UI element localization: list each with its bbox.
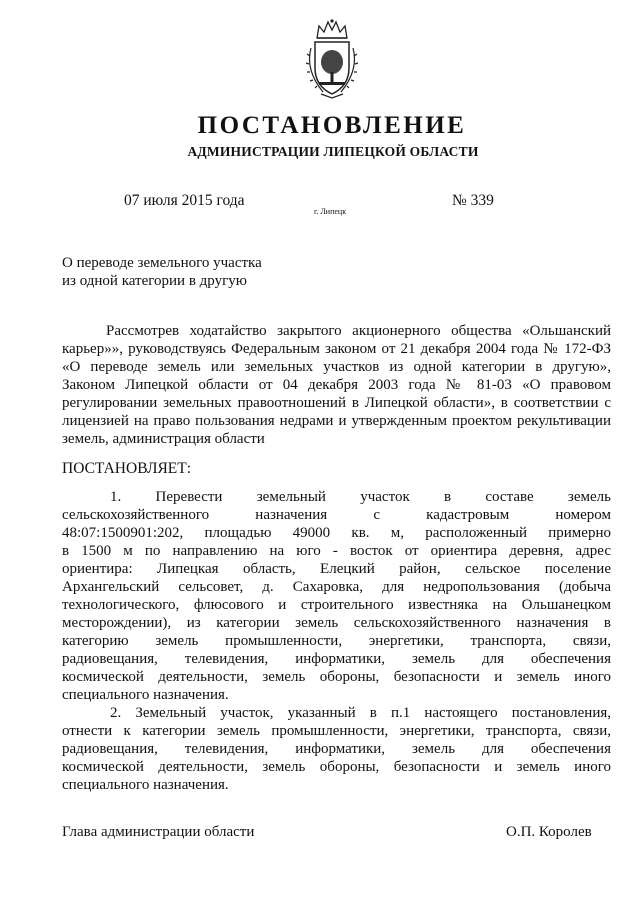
document-city: г. Липецк	[314, 207, 347, 216]
subject-line: из одной категории в другую	[62, 273, 247, 289]
item-1-line: сельскохозяйственного назначения с кадастровым номером	[62, 507, 611, 523]
signatory-name: О.П. Королев	[506, 824, 592, 840]
coat-of-arms-icon	[301, 18, 363, 100]
preamble-paragraph	[62, 322, 611, 448]
item-2-paragraph	[62, 704, 611, 794]
preamble-line: Законом Липецкой области от 04 декабря 2003 года № 81-03 «О правовом	[62, 377, 611, 393]
document-title: ПОСТАНОВЛЕНИЕ	[197, 112, 467, 139]
item-1-line: в 1500 м по направлению на юго - восток от ориентира деревня, адрес	[62, 543, 611, 559]
document-subject	[62, 254, 262, 290]
item-1-line: специального назначения.	[62, 687, 229, 703]
item-1-line: категорию земель промышленности, энергетики, транспорта, связи,	[62, 633, 611, 649]
item-1-line: космической деятельности, земель обороны, безопасности и земель иного	[62, 669, 611, 685]
item-1-paragraph	[62, 488, 611, 704]
item-1-line: радиовещания, телевидения, информатики, земель для обеспечения	[62, 651, 611, 667]
item-2-line: 2. Земельный участок, указанный в п.1 настоящего постановления,	[110, 705, 611, 721]
preamble-line: Рассмотрев ходатайство закрытого акционерного общества «Ольшанский	[106, 323, 611, 339]
subject-line: О переводе земельного участка	[62, 255, 262, 271]
document-subtitle: АДМИНИСТРАЦИИ ЛИПЕЦКОЙ ОБЛАСТИ	[187, 144, 479, 159]
document-date: 07 июля 2015 года	[124, 192, 245, 209]
document-number: № 339	[452, 192, 494, 209]
preamble-line: лицензией на право пользования недрами и утвержденным проектом рекультивации	[62, 413, 611, 429]
preamble-line: «О переводе земель или земельных участков из одной категории в другую»,	[62, 359, 611, 375]
item-1-line: Архангельский сельсовет, д. Сахаровка, для недропользования (добыча	[62, 579, 611, 595]
item-1-line: месторождении), из категории земель сельскохозяйственного назначения в	[62, 615, 611, 631]
item-2-line: радиовещания, телевидения, информатики, земель для обеспечения	[62, 741, 611, 757]
item-1-line: 1. Перевести земельный участок в составе земель	[110, 489, 611, 505]
item-2-line: отнести к категории земель промышленности, энергетики, транспорта, связи,	[62, 723, 611, 739]
item-1-line: 48:07:1500901:202, площадью 49000 кв. м, расположенный примерно	[62, 525, 611, 541]
item-1-line: ориентира: Липецкая область, Елецкий район, сельское поселение	[62, 561, 611, 577]
preamble-line: земель, администрация области	[62, 431, 265, 447]
item-2-line: специального назначения.	[62, 777, 229, 793]
preamble-line: карьер»», руководствуясь Федеральным законом от 21 декабря 2004 года № 172-ФЗ	[62, 341, 611, 357]
preamble-line: регулировании земельных правоотношений в Липецкой области», в соответствии с	[62, 395, 611, 411]
decree-word: ПОСТАНОВЛЯЕТ:	[62, 460, 192, 477]
signatory-position: Глава администрации области	[62, 824, 255, 840]
item-2-line: космической деятельности, земель обороны, безопасности и земель иного	[62, 759, 611, 775]
item-1-line: технологического, флюсового и строительного известняка на Ольшанецком	[62, 597, 611, 613]
